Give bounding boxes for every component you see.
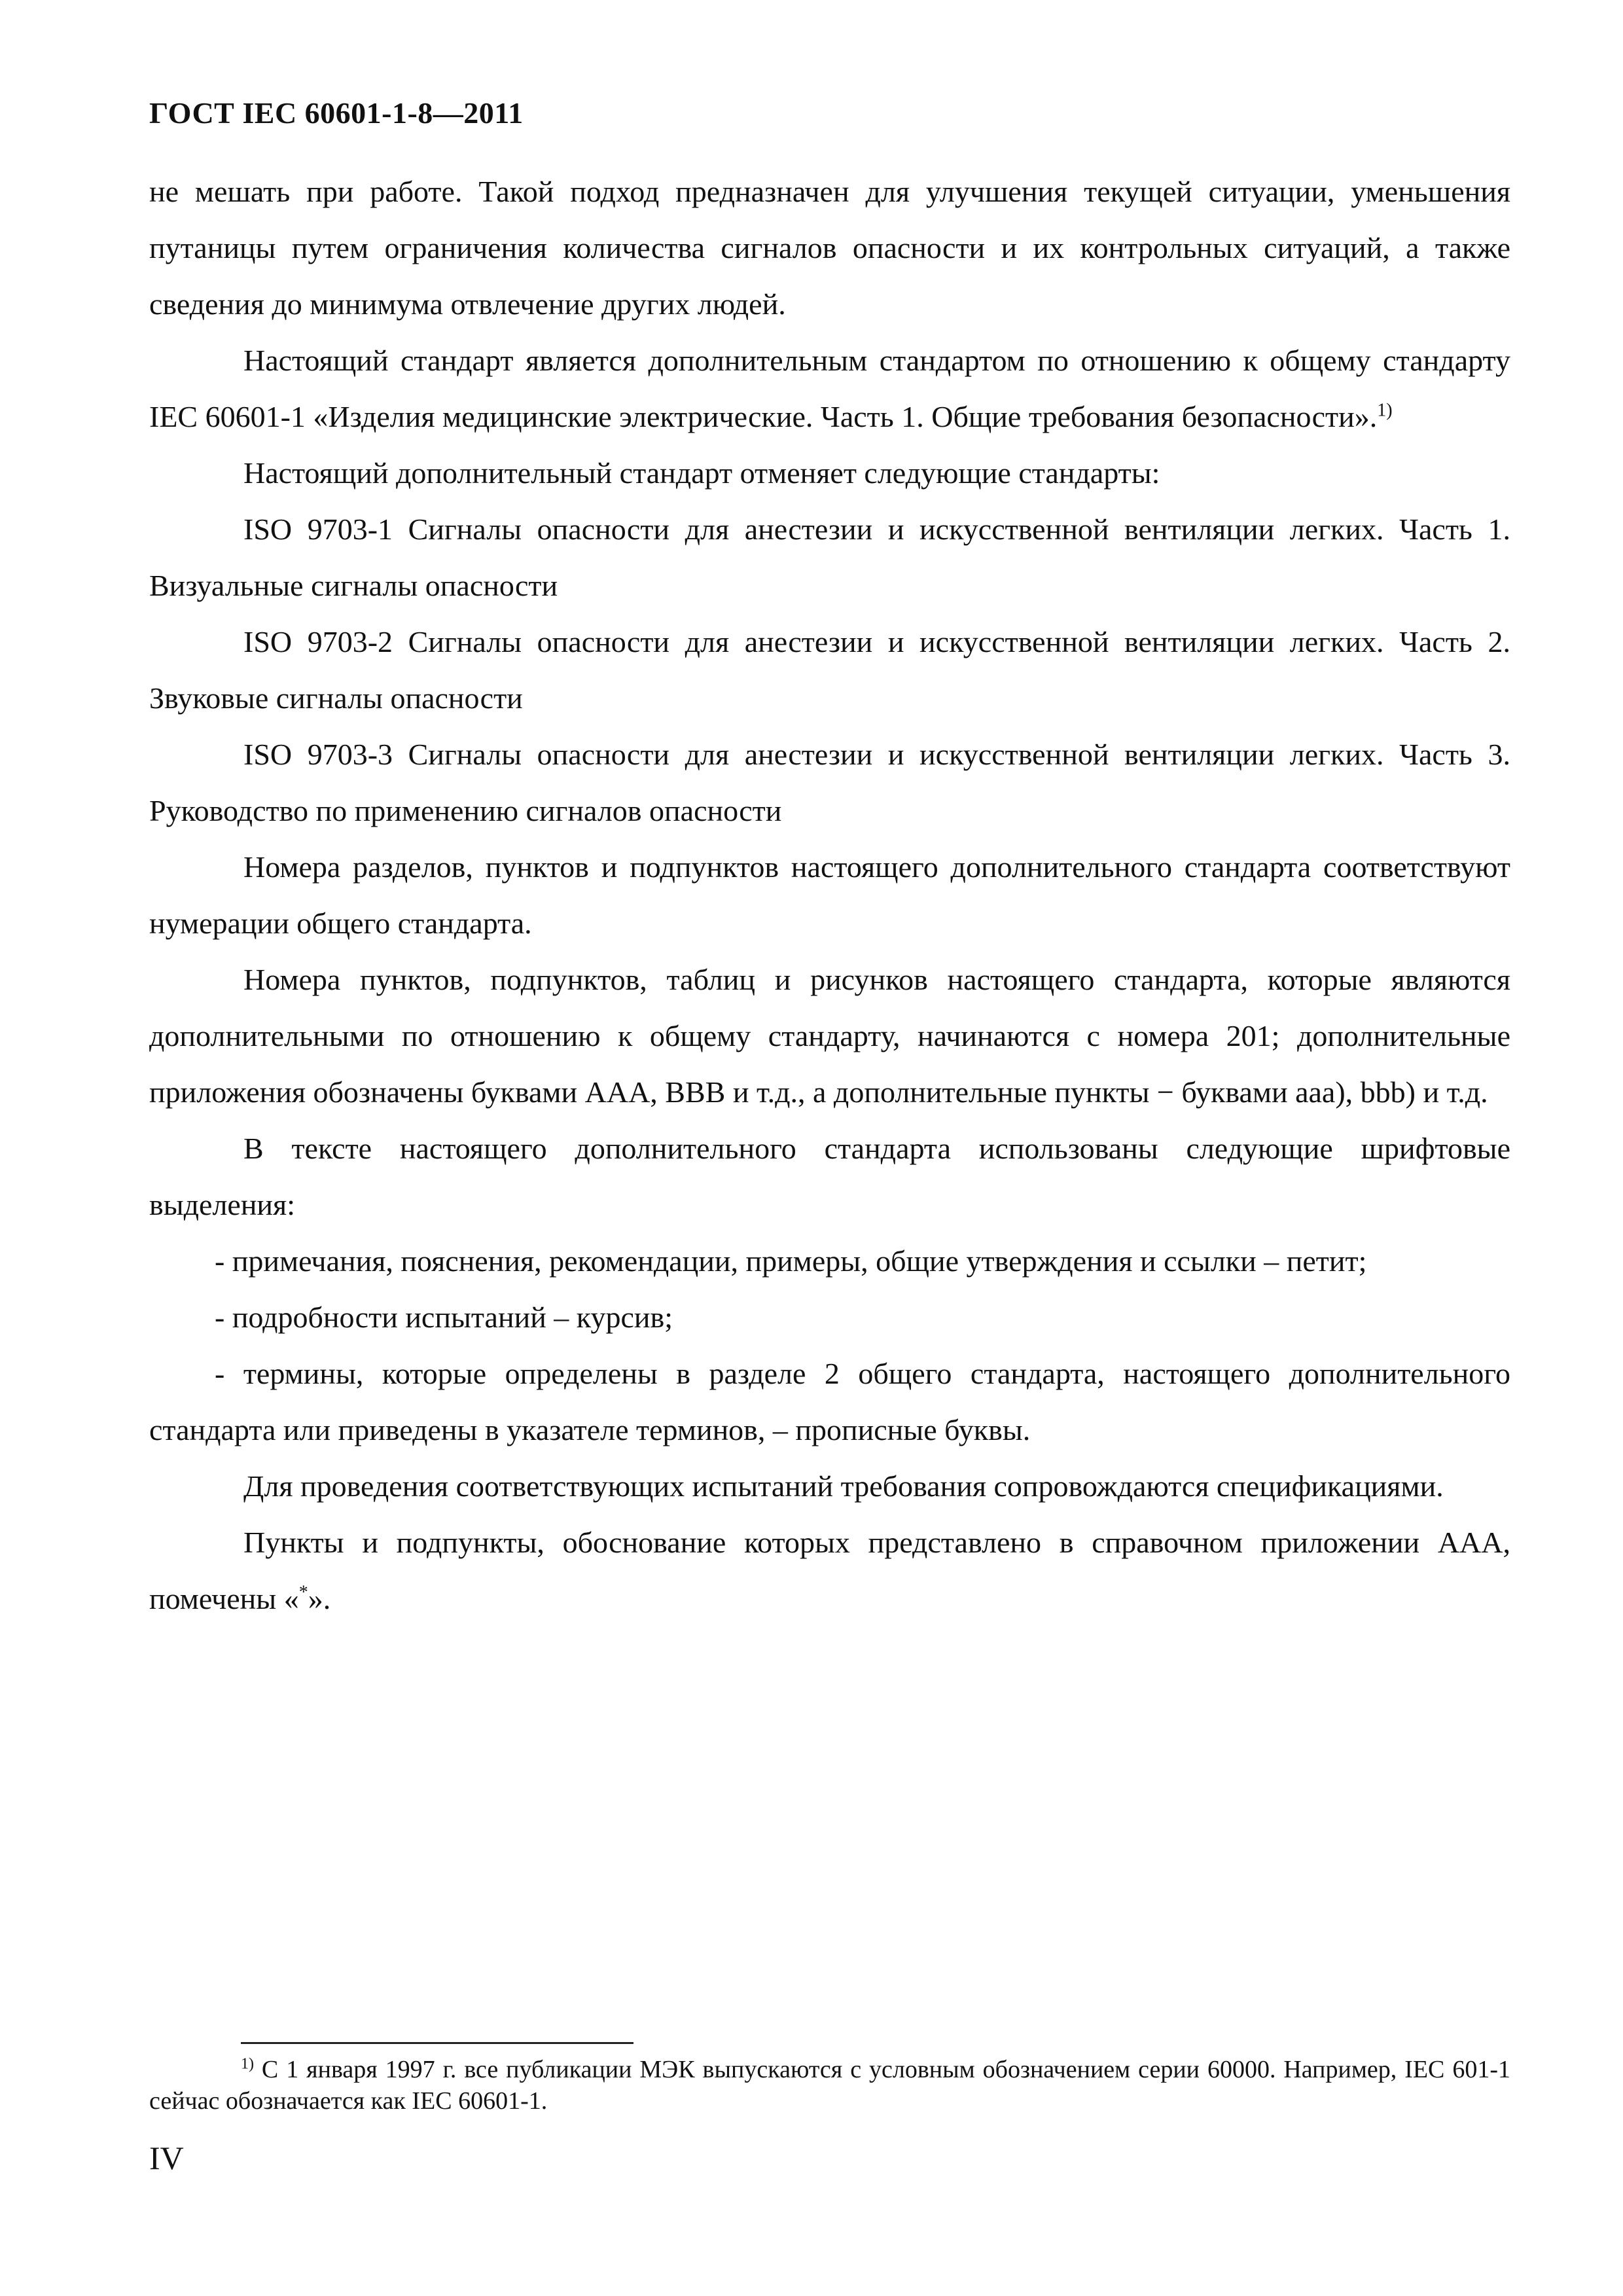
paragraph-iso-9703-3: ISO 9703-3 Сигналы опасности для анестезии и искусственной вентиляции легких. Часть 3. Руководство по применению сигналов опасности	[149, 738, 1510, 827]
document-body	[149, 164, 1510, 1627]
list-item-notes: - примечания, пояснения, рекомендации, примеры, общие утверждения и ссылки – петит;	[215, 1244, 1367, 1278]
paragraph-continuation: не мешать при работе. Такой подход предназначен для улучшения текущей ситуации, уменьшения путаницы путем ограничения количества сигналов опасности и их контрольных ситуаций, а также сведения до минимума отвлечение других людей.	[149, 175, 1510, 321]
footnote-marker: 1)	[241, 2055, 254, 2073]
paragraph-text: Настоящий стандарт является дополнительным стандартом по отношению к общему стандарту IEC 60601-1 «Изделия медицинские электрические. Часть 1. Общие требования безопасности».	[149, 344, 1510, 433]
paragraph-cancels: Настоящий дополнительный стандарт отменяет следующие стандарты:	[243, 456, 1160, 490]
paragraph-section-numbering: Номера разделов, пунктов и подпунктов настоящего дополнительного стандарта соответствуют нумерации общего стандарта.	[149, 850, 1510, 940]
list-item-terms: - термины, которые определены в разделе 2 общего стандарта, настоящего дополнительного стандарта или приведены в указателе терминов, – прописные буквы.	[149, 1357, 1510, 1446]
paragraph-text: Пункты и подпункты, обоснование которых представлено в справочном приложении ААА, помечены «	[149, 1526, 1510, 1615]
list-item-tests: - подробности испытаний – курсив;	[215, 1300, 673, 1334]
footnote	[149, 2054, 1510, 2117]
footnote-body	[149, 2054, 1510, 2117]
footnote-text: С 1 января 1997 г. все публикации МЭК выпускаются с условным обозначением серии 60000. Например, IEC 601-1 сейчас обозначается как IEC 60601-1.	[149, 2056, 1510, 2115]
paragraph-text-end: ».	[308, 1582, 331, 1615]
paragraph-iso-9703-1: ISO 9703-1 Сигналы опасности для анестезии и искусственной вентиляции легких. Часть 1. Визуальные сигналы опасности	[149, 512, 1510, 602]
paragraph-rationale	[149, 1515, 1510, 1627]
paragraph-tests-specifications: Для проведения соответствующих испытаний требования сопровождаются спецификациями.	[243, 1469, 1444, 1503]
paragraph-item-numbering: Номера пунктов, подпунктов, таблиц и рисунков настоящего стандарта, которые являются дополнительными по отношению к общему стандарту, начинаются с номера 201; дополнительные приложения обозначены буквами ААА, ВВВ и т.д., а дополнительные пункты − буквами ааа), bbb) и т.д.	[149, 963, 1510, 1109]
footnote-separator	[241, 2042, 633, 2044]
document-header: ГОСТ IEC 60601-1-8—2011	[149, 96, 524, 130]
page-number: IV	[149, 2140, 184, 2176]
paragraph-iso-9703-2: ISO 9703-2 Сигналы опасности для анестезии и искусственной вентиляции легких. Часть 2. Звуковые сигналы опасности	[149, 625, 1510, 715]
asterisk-mark: *	[298, 1582, 308, 1603]
paragraph-supplementary-standard	[149, 332, 1510, 445]
footnote-reference: 1)	[1377, 400, 1393, 421]
paragraph-font-emphasis: В тексте настоящего дополнительного стандарта использованы следующие шрифтовые выделения:	[149, 1132, 1510, 1221]
